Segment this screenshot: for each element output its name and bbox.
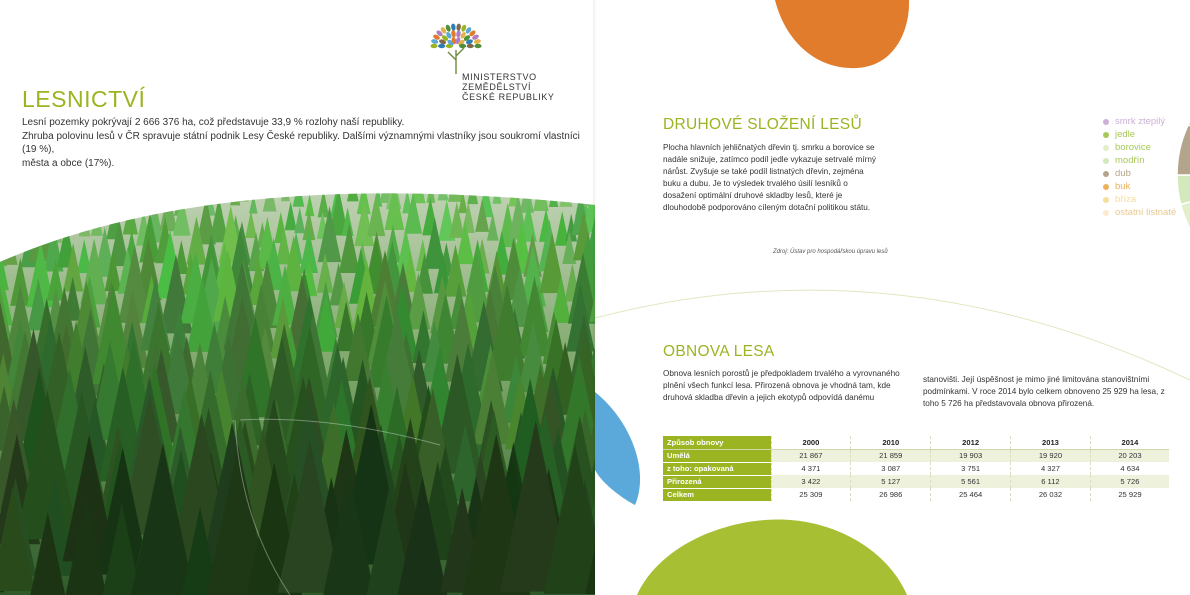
year-header: 2013 <box>1011 436 1091 449</box>
table-cell: 5 726 <box>1090 475 1169 488</box>
table-cell: 20 203 <box>1090 449 1169 462</box>
thin-arc-line <box>595 290 1190 380</box>
ministry-logo <box>428 20 588 100</box>
table-cell: 3 422 <box>771 475 851 488</box>
page-title: LESNICTVÍ <box>22 86 146 112</box>
row-label: Umělá <box>663 449 771 462</box>
legend-item <box>1103 206 1176 219</box>
legend-swatch <box>1103 171 1109 177</box>
legend-swatch <box>1103 119 1109 125</box>
table-row <box>663 475 1169 488</box>
legend-label: smrk ztepilý <box>1115 116 1166 127</box>
legend-item <box>1103 154 1176 167</box>
table-header-row <box>663 436 1169 449</box>
legend-label: dub <box>1115 168 1131 179</box>
legend-swatch <box>1103 197 1109 203</box>
legend-swatch <box>1103 210 1109 216</box>
blue-leaf-shape <box>595 392 640 505</box>
book-spine <box>593 0 597 595</box>
table-cell: 25 929 <box>1090 488 1169 501</box>
table-cell: 19 903 <box>931 449 1011 462</box>
intro-line-1: Lesní pozemky pokrývají 2 666 376 ha, což představuje 33,9 % rozlohy naší republiky. <box>22 117 405 128</box>
legend-item <box>1103 128 1176 141</box>
legend-label: jedle <box>1115 129 1136 140</box>
year-header: 2014 <box>1090 436 1169 449</box>
composition-text: Plocha hlavních jehličnatých dřevin tj. smrku a borovice se nadále snižuje, zatímco podíl jedle vykazuje setrvalé mírný nárůst. Zvyšuje se také podíl listnatých dřevin, zejména buku a dubu. Je to výsledek trvalého úsilí lesníků o dosažení optimální druhové skladby lesů, které je dlouhodobě podporováno cíleným dotační politikou státu. <box>663 143 876 212</box>
renewal-table <box>663 436 1169 501</box>
chart-legend <box>1103 115 1176 219</box>
table-cell: 26 986 <box>851 488 931 501</box>
legend-swatch <box>1103 184 1109 190</box>
year-header: 2000 <box>771 436 851 449</box>
legend-label: ostatní listnaté <box>1115 207 1177 218</box>
table-cell: 26 032 <box>1011 488 1091 501</box>
table-cell: 4 634 <box>1090 462 1169 475</box>
table-cell: 4 371 <box>771 462 851 475</box>
tree-logo-icon <box>430 20 482 76</box>
table-cell: 21 867 <box>771 449 851 462</box>
table-row <box>663 449 1169 462</box>
table-row <box>663 462 1169 475</box>
pie-slice <box>1177 125 1190 175</box>
renewal-title: OBNOVA LESA <box>663 343 775 360</box>
composition-title: DRUHOVÉ SLOŽENÍ LESŮ <box>663 116 862 133</box>
legend-item <box>1103 115 1176 128</box>
table-row <box>663 488 1169 501</box>
row-label: z toho: opakovaná <box>663 462 771 475</box>
table-cell: 3 751 <box>931 462 1011 475</box>
table-cell: 25 464 <box>931 488 1011 501</box>
year-header: 2010 <box>851 436 931 449</box>
legend-swatch <box>1103 145 1109 151</box>
right-page <box>595 0 1190 595</box>
table-cell: 6 112 <box>1011 475 1091 488</box>
legend-label: bříza <box>1115 194 1137 205</box>
legend-swatch <box>1103 132 1109 138</box>
legend-swatch <box>1103 158 1109 164</box>
table-header-label: Způsob obnovy <box>663 436 771 449</box>
intro-line-2: Zhruba polovinu lesů v ČR spravuje státní podnik Lesy České republiky. Dalšími významnými vlastníky jsou soukromí vlastníci (19 %), <box>22 130 580 155</box>
renewal-text-col1: Obnova lesních porostů je předpokladem trvalého a vyrovnaného plnění všech funkcí lesa. Přirozená obnova je vhodná tam, kde druhová skladba dřevin a jejich ekotypů odpovídá danému <box>663 369 900 402</box>
table-cell: 25 309 <box>771 488 851 501</box>
year-header: 2012 <box>931 436 1011 449</box>
source-note: Zdroj: Ústav pro hospodářskou úpravu lesů <box>773 249 888 255</box>
table-cell: 5 127 <box>851 475 931 488</box>
pie-slice <box>1177 175 1190 204</box>
legend-item <box>1103 167 1176 180</box>
legend-item <box>1103 193 1176 206</box>
row-label: Celkem <box>663 488 771 501</box>
renewal-text-col2: stanovišti. Její úspěšnost je mimo jiné limitována stanovištními podmínkami. V roce 2014 bylo celkem obnoveno 25 929 ha lesa, z toho 5 726 ha představovala obnova přirozená. <box>923 375 1165 408</box>
legend-label: borovice <box>1115 142 1151 153</box>
intro-line-3: města a obce (17%). <box>22 157 115 169</box>
table-cell: 19 920 <box>1011 449 1091 462</box>
table-cell: 21 859 <box>851 449 931 462</box>
legend-label: buk <box>1115 181 1131 192</box>
logo-line-2: ČESKÉ REPUBLIKY <box>462 92 555 102</box>
logo-text <box>462 72 588 102</box>
logo-line-1: MINISTERSTVO ZEMĚDĚLSTVÍ <box>462 72 537 92</box>
green-leaf-shape <box>637 519 907 595</box>
table-cell: 4 327 <box>1011 462 1091 475</box>
legend-item <box>1103 141 1176 154</box>
legend-item <box>1103 180 1176 193</box>
row-label: Přirozená <box>663 475 771 488</box>
intro-text <box>22 116 582 170</box>
table-cell: 5 561 <box>931 475 1011 488</box>
legend-label: modřín <box>1115 155 1145 166</box>
orange-leaf-shape <box>775 0 909 68</box>
table-cell: 3 087 <box>851 462 931 475</box>
